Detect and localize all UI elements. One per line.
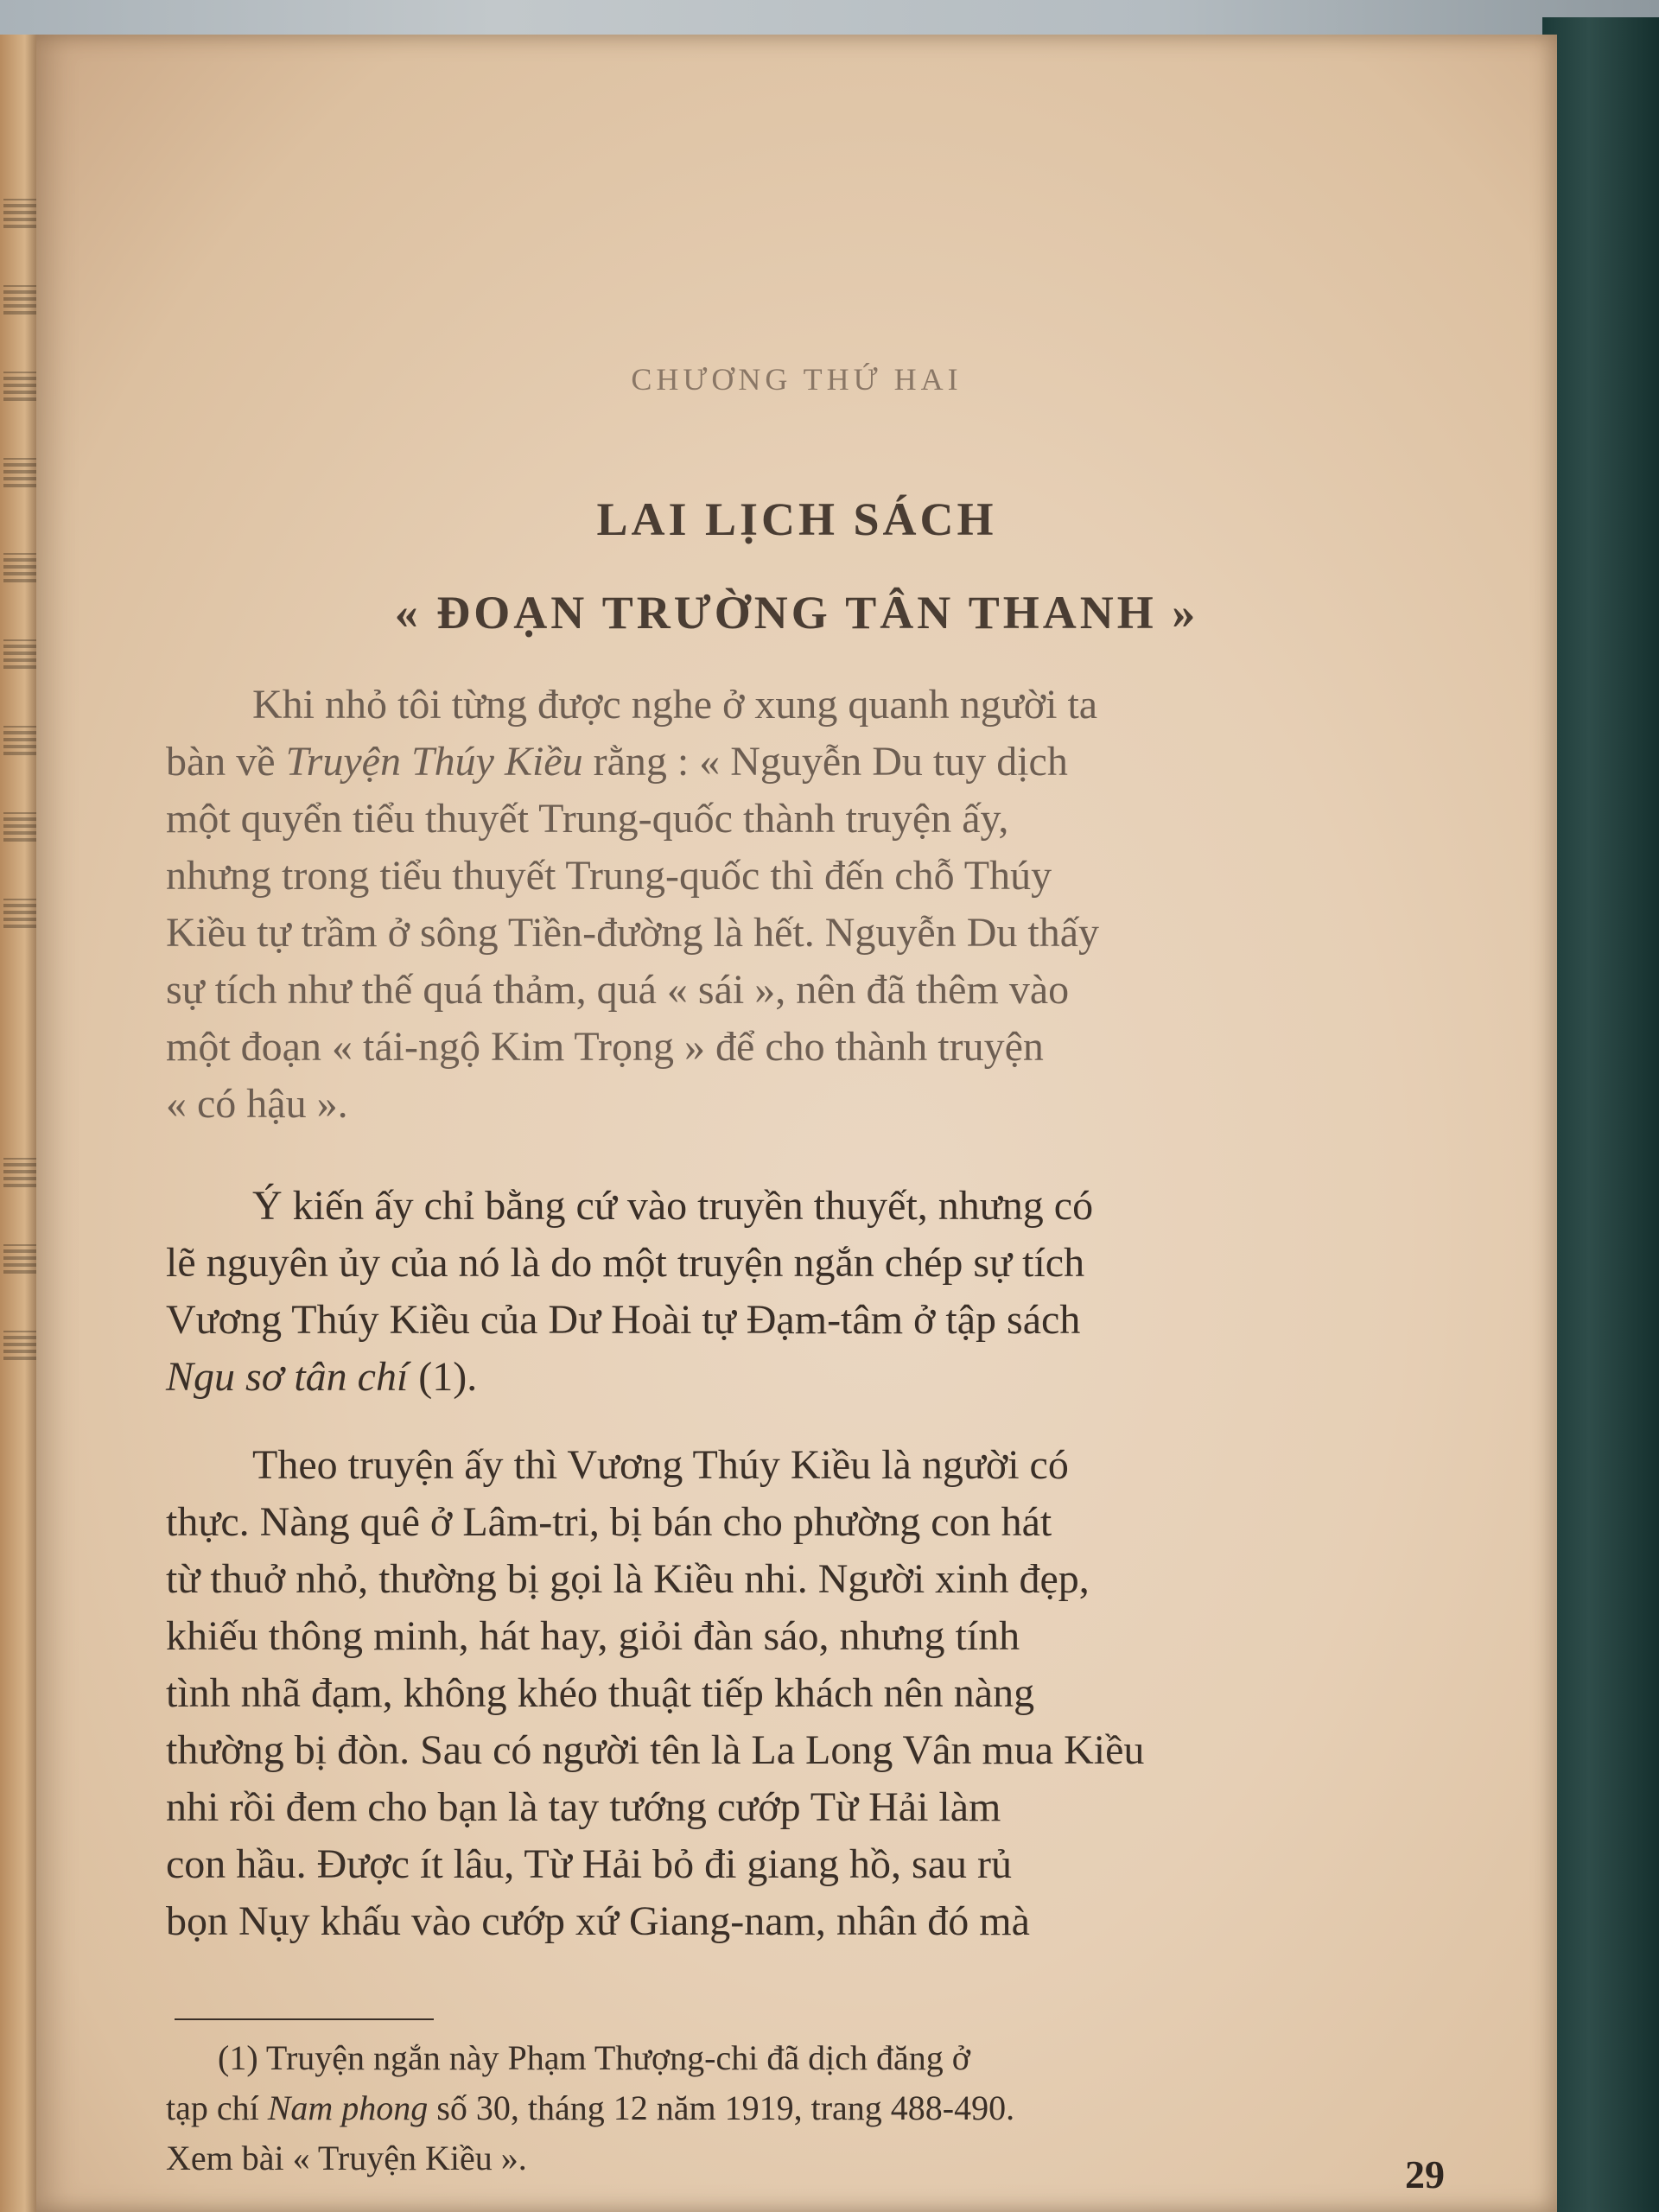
page-number: 29 [1405,2152,1445,2196]
text-segment: rằng : « Nguyễn Du tuy dịch [582,739,1068,785]
text-segment: một quyển tiểu thuyết Trung-quốc thành truyện ấy, [166,796,1009,842]
text-line [166,907,1427,959]
facing-page-text-fragment [3,1158,36,1187]
text-line [166,793,1427,845]
text-segment: tạp chí [166,2088,268,2127]
text-segment: bọn Nụy khấu vào cướp xứ Giang-nam, nhân đó mà [166,1898,1030,1944]
footnote-line [218,2036,1497,2081]
footnote-separator [175,2018,434,2020]
footnote-line [166,2086,1445,2131]
text-segment: tình nhã đạm, không khéo thuật tiếp khách nên nàng [166,1670,1035,1716]
text-line [166,1782,1427,1834]
text-line [166,1351,1427,1403]
text-segment: (1). [408,1354,478,1400]
text-segment: Ý kiến ấy chỉ bằng cứ vào truyền thuyết, nhưng có [252,1183,1094,1229]
text-line [166,1839,1427,1891]
text-segment: bàn về [166,739,286,785]
text-line [166,1896,1427,1948]
facing-page-text-fragment [3,1331,36,1360]
text-segment: từ thuở nhỏ, thường bị gọi là Kiều nhi. Người xinh đẹp, [166,1556,1090,1602]
facing-page-text-fragment [3,812,36,842]
italic-text: Truyện Thúy Kiều [285,739,583,785]
italic-text: Ngu sơ tân chí [166,1354,409,1400]
text-line [166,1078,1427,1130]
text-segment: thường bị đòn. Sau có người tên là La Long Vân mua Kiều [166,1727,1145,1773]
text-line [252,1440,1514,1491]
text-line [166,1021,1427,1073]
text-line [166,1237,1427,1289]
text-segment: lẽ nguyên ủy của nó là do một truyện ngắn chép sự tích [166,1240,1085,1286]
text-segment: nhi rồi đem cho bạn là tay tướng cướp Từ Hải làm [166,1784,1001,1830]
facing-page-text-fragment [3,199,36,228]
chapter-title-line-1: LAI LỊCH SÁCH [596,493,997,545]
text-segment: khiếu thông minh, hát hay, giỏi đàn sáo, nhưng tính [166,1613,1020,1659]
facing-page-text-fragment [3,1244,36,1274]
text-line [166,1725,1427,1777]
chapter-heading: CHƯƠNG THỨ HAI [631,362,963,397]
text-line [166,1668,1427,1719]
facing-page-text-fragment [3,372,36,401]
text-segment: thực. Nàng quê ở Lâm-tri, bị bán cho phường con hát [166,1499,1052,1545]
footnote-line [166,2136,1445,2181]
facing-page-text-fragment [3,639,36,669]
text-line [166,850,1427,902]
text-line [166,1497,1427,1548]
text-line [252,1180,1514,1232]
facing-page-text-fragment [3,285,36,315]
text-segment: sự tích như thế quá thảm, quá « sái », nên đã thêm vào [166,967,1070,1013]
facing-page-edge [0,35,41,2212]
text-segment: Vương Thúy Kiều của Dư Hoài tự Đạm-tâm ở tập sách [166,1297,1081,1343]
book-page [36,35,1557,2212]
text-segment: « có hậu ». [166,1081,348,1127]
facing-page-text-fragment [3,553,36,582]
text-line [166,1554,1427,1605]
text-line [166,964,1427,1016]
text-segment: Khi nhỏ tôi từng được nghe ở xung quanh người ta [252,682,1098,728]
text-line [166,1611,1427,1662]
text-segment: một đoạn « tái-ngộ Kim Trọng » để cho thành truyện [166,1024,1044,1070]
text-segment: Theo truyện ấy thì Vương Thúy Kiều là người có [252,1442,1069,1488]
text-segment: số 30, tháng 12 năm 1919, trang 488-490. [428,2088,1015,2127]
text-segment: nhưng trong tiểu thuyết Trung-quốc thì đến chỗ Thúy [166,853,1052,899]
facing-page-text-fragment [3,899,36,928]
text-line [166,1294,1427,1346]
facing-page-text-fragment [3,726,36,755]
chapter-title-line-2: « ĐOẠN TRƯỜNG TÂN THANH » [394,587,1199,639]
italic-text: Nam phong [267,2088,429,2127]
text-segment: Xem bài « Truyện Kiều ». [166,2139,527,2177]
book-cover-edge [1542,17,1659,2212]
text-segment: Kiều tự trầm ở sông Tiền-đường là hết. Nguyễn Du thấy [166,910,1100,956]
text-line [166,736,1427,788]
text-segment: (1) Truyện ngắn này Phạm Thượng-chi đã dịch đăng ở [218,2038,970,2077]
text-line [252,679,1514,731]
facing-page-text-fragment [3,458,36,487]
text-segment: con hầu. Được ít lâu, Từ Hải bỏ đi giang hồ, sau rủ [166,1841,1013,1887]
